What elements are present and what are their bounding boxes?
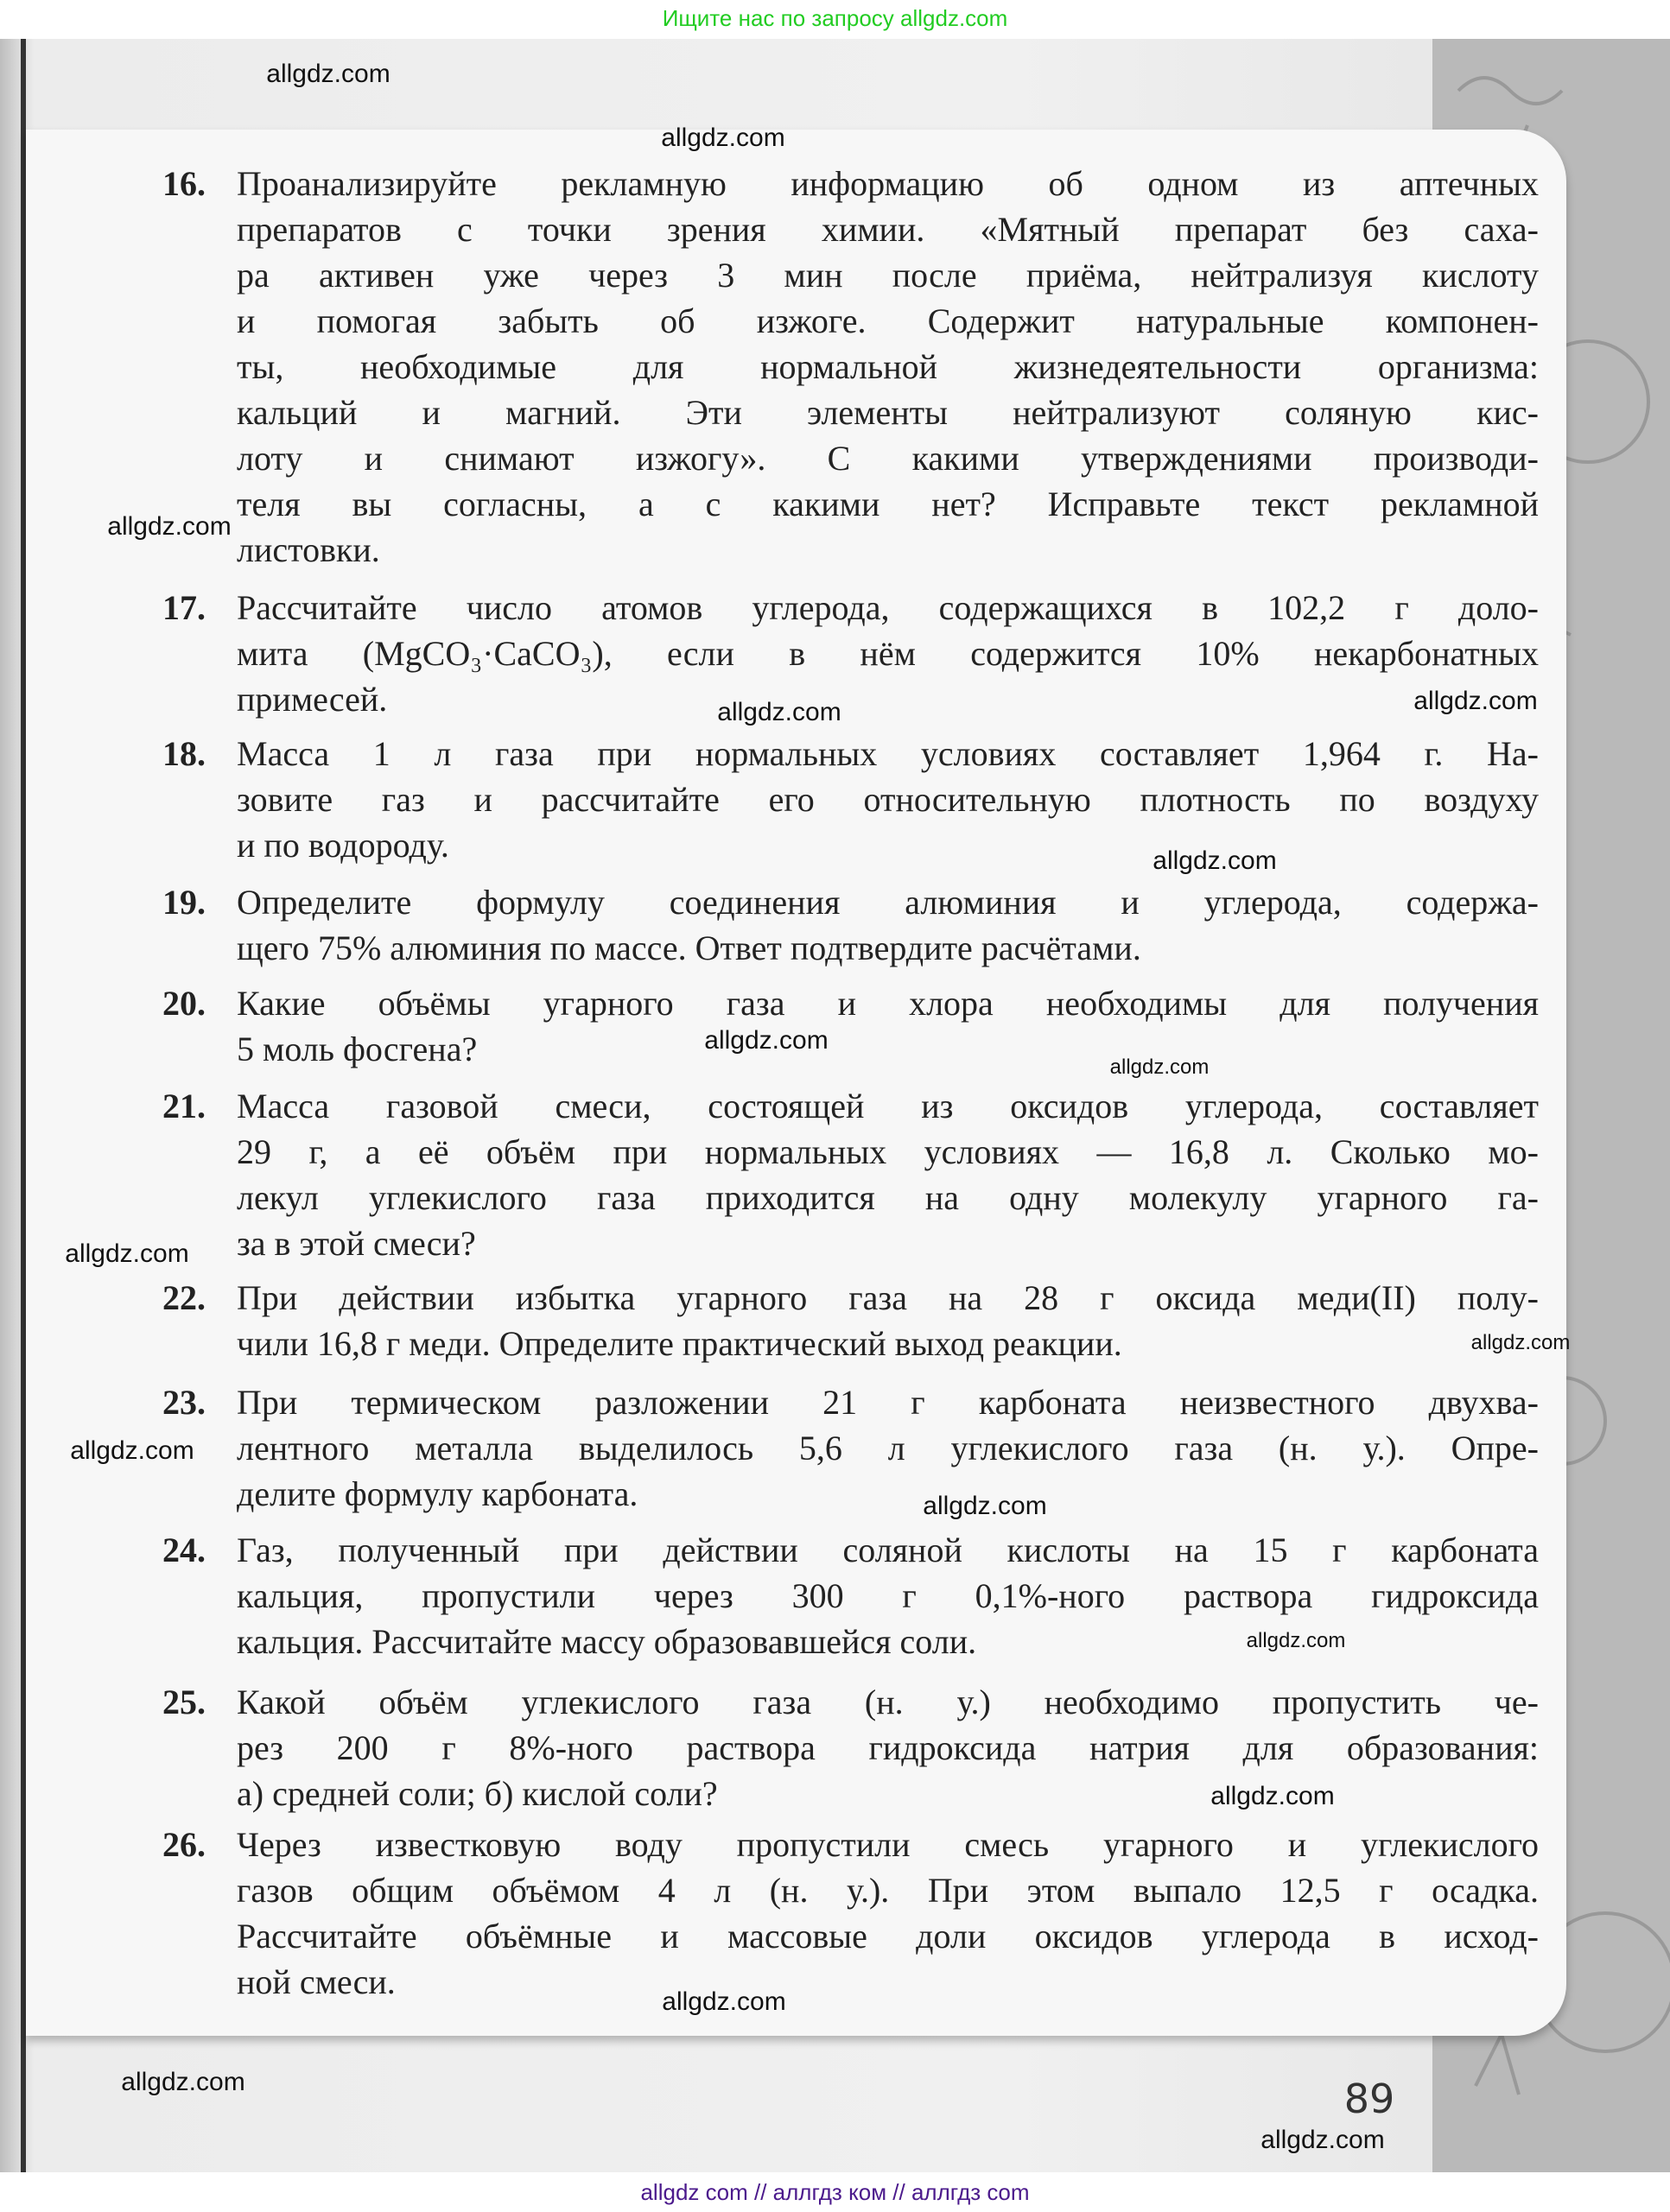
problem-text-line: рез 200 г 8%-ного раствора гидроксида натрия для образования: (237, 1728, 1539, 1767)
problem-text-line: и помогая забыть об изжоге. Содержит натуральные компонен- (237, 301, 1539, 340)
problem-text-line: Определите формулу соединения алюминия и углерода, содержа- (237, 883, 1539, 922)
problem-text-line: а) средней соли; б) кислой соли? (237, 1774, 718, 1813)
problem-text-line: за в этой смеси? (237, 1224, 476, 1263)
watermark: allgdz.com (923, 1492, 1047, 1520)
problem-text-line: При термическом разложении 21 г карбоната неизвестного двухва- (237, 1383, 1539, 1422)
problem-text-line: Через известковую воду пропустили смесь угарного и углекислого (237, 1825, 1539, 1864)
watermark: allgdz.com (65, 1239, 189, 1268)
watermark: allgdz.com (661, 124, 785, 152)
watermark: allgdz.com (1413, 687, 1538, 715)
problem-number: 25. (162, 1683, 206, 1721)
watermark: allgdz.com (107, 512, 232, 541)
problem-number: 19. (162, 883, 206, 922)
problem-text-line: щего 75% алюминия по массе. Ответ подтвердите расчётами. (237, 929, 1141, 967)
watermark: allgdz.com (1470, 1331, 1571, 1354)
problem-text-line: При действии избытка угарного газа на 28 г оксида меди(II) полу- (237, 1278, 1539, 1317)
watermark: allgdz.com (1210, 1782, 1335, 1810)
problem-text-line: чили 16,8 г меди. Определите практический выход реакции. (237, 1324, 1122, 1363)
problem-text-line: листовки. (237, 530, 380, 569)
problem-text-line: ной смеси. (237, 1962, 396, 2001)
search-banner: Ищите нас по запросу allgdz.com (662, 5, 1008, 31)
problem-text-line: Какой объём углекислого газа (н. у.) необходимо пропустить че- (237, 1683, 1539, 1721)
problem-text-line: лентного металла выделилось 5,6 л углекислого газа (н. у.). Опре- (237, 1429, 1539, 1467)
problem-number: 18. (162, 734, 206, 773)
problem-text-line: Газ, полученный при действии соляной кислоты на 15 г карбоната (237, 1531, 1539, 1569)
problem-text-line: Рассчитайте число атомов углерода, содержащихся в 102,2 г доло- (237, 588, 1539, 627)
problem-text-line: газов общим объёмом 4 л (н. у.). При этом выпало 12,5 г осадка. (237, 1871, 1539, 1910)
problem-text-line: 29 г, а её объём при нормальных условиях — 16,8 л. Сколько мо- (237, 1132, 1539, 1171)
problem-text-line: мита (MgCO₃·CaCO₃), если в нём содержится 10% некарбонатных (237, 634, 1539, 673)
problem-text-line: 5 моль фосгена? (237, 1030, 478, 1068)
problem-text-line: ра активен уже через 3 мин после приёма, нейтрализуя кислоту (237, 256, 1539, 295)
watermark: allgdz.com (1260, 2126, 1385, 2154)
problem-text-line: Проанализируйте рекламную информацию об одном из аптечных (237, 164, 1539, 203)
problem-text-line: примесей. (237, 680, 388, 719)
problem-number: 22. (162, 1278, 206, 1317)
problem-text-line: кальций и магний. Эти элементы нейтрализуют соляную кис- (237, 393, 1539, 432)
watermark: allgdz.com (266, 60, 391, 88)
problem-text-line: Какие объёмы угарного газа и хлора необходимы для получения (237, 984, 1539, 1023)
problem-text-line: Масса 1 л газа при нормальных условиях составляет 1,964 г. На- (237, 734, 1539, 773)
watermark: allgdz.com (662, 1987, 786, 2016)
problem-text-line: теля вы согласны, а с какими нет? Исправьте текст рекламной (237, 485, 1539, 523)
problem-number: 23. (162, 1383, 206, 1422)
problem-text-line: препаратов с точки зрения химии. «Мятный препарат без саха- (237, 210, 1539, 249)
problem-number: 21. (162, 1087, 206, 1125)
problem-number: 20. (162, 984, 206, 1023)
problem-text-line: Масса газовой смеси, состоящей из оксидов углерода, составляет (237, 1087, 1539, 1125)
problem-text-line: лекул углекислого газа приходится на одну молекулу угарного га- (237, 1178, 1539, 1217)
watermark: allgdz.com (1152, 846, 1277, 875)
problem-text-line: кальция. Рассчитайте массу образовавшейся соли. (237, 1622, 977, 1661)
watermark: allgdz.com (717, 698, 841, 726)
problem-text-line: делите формулу карбоната. (237, 1474, 638, 1513)
footer-banner: allgdz com // аллгдз ком // аллгдз com (0, 2172, 1670, 2212)
problem-number: 26. (162, 1825, 206, 1864)
watermark: allgdz.com (70, 1436, 194, 1465)
page-number: 89 (1343, 2076, 1395, 2122)
problem-text-line: ты, необходимые для нормальной жизнедеятельности организма: (237, 347, 1539, 386)
problem-text-line: Рассчитайте объёмные и массовые доли оксидов углерода в исход- (237, 1917, 1539, 1955)
problem-text-line: кальция, пропустили через 300 г 0,1%-ного раствора гидроксида (237, 1576, 1539, 1615)
problem-text-line: и по водороду. (237, 826, 449, 865)
problem-text-line: лоту и снимают изжогу». С какими утверждениями производи- (237, 439, 1539, 478)
watermark: allgdz.com (1109, 1055, 1210, 1079)
problem-number: 16. (162, 164, 206, 203)
problem-number: 24. (162, 1531, 206, 1569)
problem-text-line: зовите газ и рассчитайте его относительную плотность по воздуху (237, 780, 1539, 819)
watermark: allgdz.com (121, 2068, 245, 2096)
problem-number: 17. (162, 588, 206, 627)
watermark: allgdz.com (1246, 1629, 1346, 1652)
watermark: allgdz.com (704, 1026, 829, 1055)
